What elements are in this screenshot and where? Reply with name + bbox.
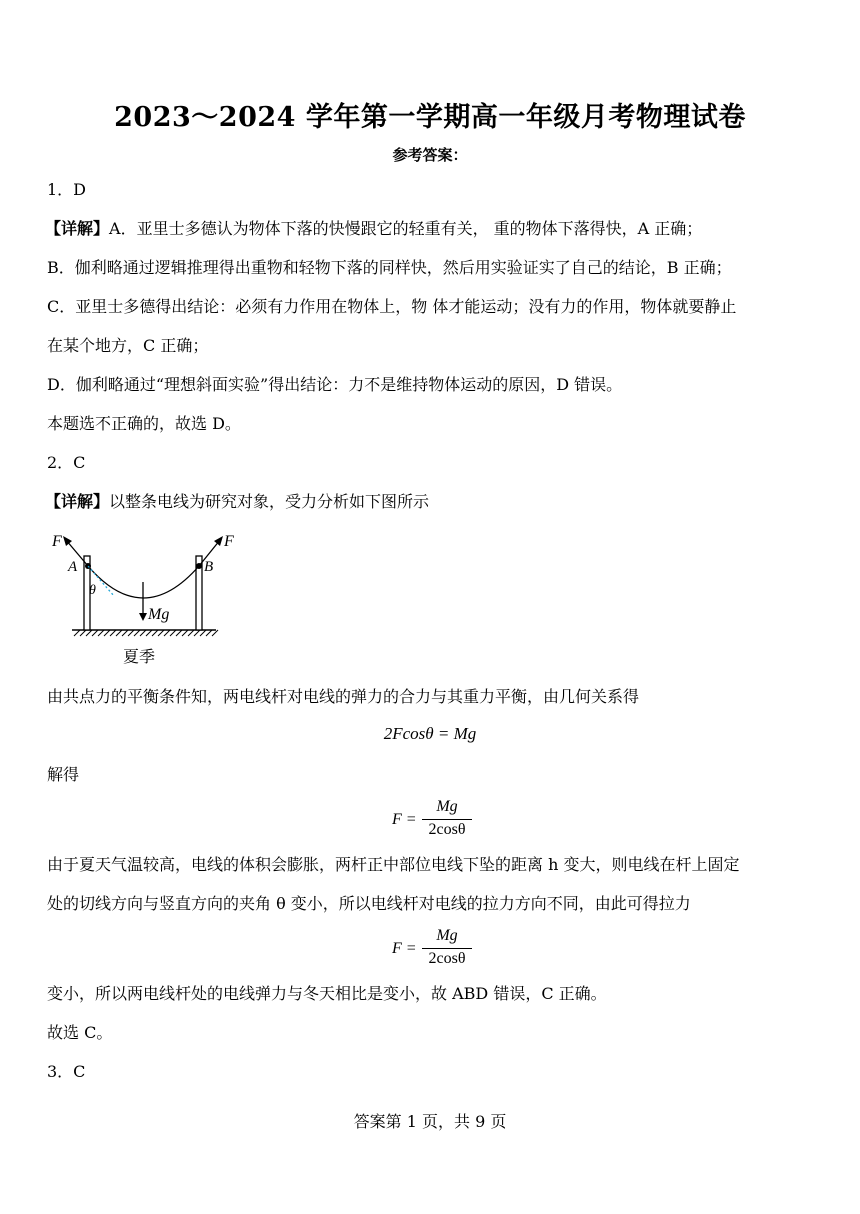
detail-label: 【详解】 bbox=[45, 492, 110, 511]
q1-option-d: D．伽利略通过“理想斜面实验”得出结论：力不是维持物体运动的原因，D 错误。 bbox=[47, 375, 623, 394]
detail-label: 【详解】 bbox=[45, 219, 110, 238]
q1-option-a: A．亚里士多德认为物体下落的快慢跟它的轻重有关， 重的物体下落得快，A 正确； bbox=[109, 219, 703, 238]
page-title: 2023～2024 学年第一学期高一年级月考物理试卷 bbox=[114, 102, 746, 133]
q1-conclusion: 本题选不正确的，故选 D。 bbox=[47, 414, 241, 433]
answer-key-subtitle: 参考答案： bbox=[392, 146, 468, 164]
ground-hatch bbox=[74, 630, 218, 636]
page-footer: 答案第 1 页，共 9 页 bbox=[353, 1112, 507, 1131]
q2-intro: 以整条电线为研究对象，受力分析如下图所示 bbox=[109, 492, 430, 511]
q2-text-angle-decrease: 处的切线方向与竖直方向的夹角 θ 变小，所以电线杆对电线的拉力方向不同，由此可得拉力 bbox=[47, 894, 691, 913]
label-force-right: F bbox=[224, 533, 234, 550]
q2-text-equilibrium: 由共点力的平衡条件知，两电线杆对电线的弹力的合力与其重力平衡，由几何关系得 bbox=[47, 687, 640, 706]
q1-answer: 1．D bbox=[47, 180, 87, 199]
equation-2 bbox=[392, 797, 482, 843]
equation-3 bbox=[392, 926, 482, 972]
label-weight: Mg bbox=[148, 606, 170, 623]
power-line-force-diagram bbox=[48, 526, 258, 670]
label-point-b: B bbox=[204, 559, 214, 575]
equation-1: 2Fcosθ = Mg bbox=[383, 724, 477, 743]
equation-2-denominator: 2cosθ bbox=[428, 821, 466, 838]
q2-text-summer-expansion: 由于夏天气温较高，电线的体积会膨胀，两杆正中部位电线下坠的距离 h 变大，则电线在杆上固定 bbox=[47, 855, 740, 874]
q1-option-b: B．伽利略通过逻辑推理得出重物和轻物下落的同样快，然后用实验证实了自己的结论，B 正确； bbox=[47, 258, 732, 277]
q1-option-c-line2: 在某个地方，C 正确； bbox=[47, 336, 209, 355]
equation-3-lhs: F = bbox=[392, 940, 417, 957]
q2-answer: 2．C bbox=[47, 453, 86, 472]
label-angle: θ bbox=[89, 583, 96, 598]
label-point-a: A bbox=[68, 559, 78, 575]
q1-option-c-line1: C．亚里士多德得出结论：必须有力作用在物体上，物 体才能运动；没有力的作用，物体就要静止 bbox=[47, 297, 737, 316]
equation-3-denominator: 2cosθ bbox=[428, 950, 466, 967]
q2-detail-intro bbox=[45, 490, 429, 514]
q2-solve-label: 解得 bbox=[47, 765, 80, 784]
q1-detail-line-a bbox=[45, 217, 702, 241]
figure-caption: 夏季 bbox=[123, 647, 156, 666]
equation-2-lhs: F = bbox=[392, 811, 417, 828]
label-force-left: F bbox=[52, 533, 62, 550]
q2-conclusion: 故选 C。 bbox=[47, 1023, 113, 1042]
equation-3-numerator: Mg bbox=[436, 927, 458, 944]
q3-answer: 3．C bbox=[47, 1062, 86, 1081]
equation-2-numerator: Mg bbox=[436, 798, 458, 815]
gravity-arrow-head bbox=[139, 613, 147, 621]
force-arrow-right-head bbox=[214, 536, 223, 546]
q2-text-result: 变小，所以两电线杆处的电线弹力与冬天相比是变小，故 ABD 错误，C 正确。 bbox=[47, 984, 607, 1003]
